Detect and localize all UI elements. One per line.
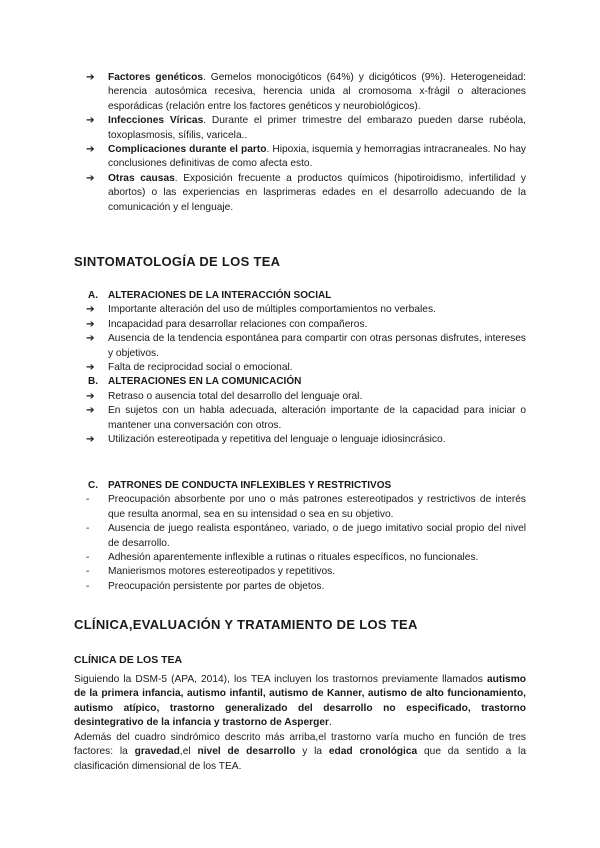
- dash-icon: -: [86, 552, 90, 564]
- paragraph-text: .: [328, 717, 332, 729]
- paragraph-clinica-2: [74, 731, 526, 774]
- item-text: Adhesión aparentemente inflexible a rutinas o rituales específicos, no funcionales.: [108, 552, 479, 564]
- item-text: Ausencia de la tendencia espontánea para compartir con otras personas disfrutes, intereses y objetivos.: [108, 333, 526, 359]
- item-text: Retraso o ausencia total del desarrollo del lenguaje oral.: [108, 390, 363, 402]
- paragraph-bold-text: autismo de la primera infancia, autismo infantil, autismo de Kanner, autismo de alto funcionamiento, autismo atípico, trastorno generalizado del desarrollo no especificado, trastorno desintegrativo de la infancia y trastorno de Asperger: [74, 674, 526, 729]
- list-item: [86, 172, 526, 215]
- list-item: [86, 493, 526, 522]
- item-text: En sujetos con un habla adecuada, alteración importante de la capacidad para iniciar o mantener una conversación con otros.: [108, 405, 526, 431]
- list-item: [86, 361, 526, 375]
- subsection-title-text: PATRONES DE CONDUCTA INFLEXIBLES Y RESTRICTIVOS: [108, 480, 392, 491]
- list-item: [86, 143, 526, 172]
- paragraph-text: Siguiendo la DSM-5 (APA, 2014), los TEA incluyen los trastornos previamente llamados: [74, 674, 487, 685]
- arrow-icon: ➔: [86, 115, 95, 127]
- paragraph-text: Además del cuadro sindrómico descrito más arriba,el trastorno varía mucho en función de tres factores: la: [74, 732, 526, 758]
- arrow-icon: ➔: [86, 405, 95, 417]
- item-text: Falta de reciprocidad social o emocional.: [108, 362, 293, 374]
- letter-label: B.: [88, 376, 98, 388]
- list-item: [86, 71, 526, 114]
- dash-icon: -: [86, 494, 90, 506]
- subsection-c-title: [86, 479, 526, 493]
- list-item: [86, 404, 526, 433]
- cause-text: . Durante el primer trimestre del embarazo pueden darse rubéola, toxoplasmosis, sífilis, varicela..: [108, 115, 526, 141]
- arrow-icon: ➔: [86, 72, 95, 83]
- item-text: Ausencia de juego realista espontáneo, variado, o de juego imitativo social propio del nivel de desarrollo.: [108, 523, 526, 549]
- cause-text: . Exposición frecuente a productos químicos (hipotiroidismo, infertilidad y abortos) o las experiencias en lasprimeras edades en el desarrollo adecuando de la comunicación y el lenguaje.: [108, 172, 526, 213]
- cause-title: Infecciones Víricas: [108, 115, 204, 127]
- letter-label: A.: [88, 290, 98, 301]
- arrow-icon: ➔: [86, 390, 95, 402]
- letter-label: C.: [88, 480, 98, 491]
- list-item: [86, 114, 526, 143]
- list-item: [86, 580, 526, 594]
- list-item: [86, 433, 526, 447]
- causes-list: [86, 71, 526, 215]
- paragraph-bold-text: nivel de desarrollo: [197, 746, 296, 758]
- paragraph-bold-text: edad cronológica: [328, 746, 418, 758]
- cause-title: Factores genéticos: [108, 72, 203, 83]
- dash-icon: -: [86, 580, 90, 592]
- paragraph-text: y la: [295, 746, 329, 758]
- arrow-icon: ➔: [86, 318, 95, 330]
- list-item: [86, 565, 526, 579]
- paragraph-text: ,el: [179, 746, 198, 758]
- subsection-a-title: [86, 289, 526, 303]
- arrow-icon: ➔: [86, 362, 95, 374]
- cause-title: Complicaciones durante el parto: [108, 144, 267, 156]
- cause-text: . Hipoxia, isquemia y hemorragias intracraneales. No hay conclusiones definitivas de como afecta esto.: [108, 144, 526, 170]
- arrow-icon: ➔: [86, 144, 95, 156]
- arrow-icon: ➔: [86, 304, 95, 316]
- paragraph-clinica-1: [74, 673, 526, 731]
- arrow-icon: ➔: [86, 333, 95, 345]
- subsection-title-clinica: CLÍNICA DE LOS TEA: [74, 654, 183, 666]
- subsection-title-text: ALTERACIONES DE LA INTERACCIÓN SOCIAL: [108, 290, 332, 301]
- subsection-b-title: [86, 375, 526, 389]
- list-item: [86, 551, 526, 565]
- list-item: [86, 332, 526, 361]
- item-text: Preocupación absorbente por uno o más patrones estereotipados y restrictivos de interés que resulta anormal, sea en su intensidad o sea en su objetivo.: [108, 494, 526, 520]
- item-text: Importante alteración del uso de múltiples comportamientos no verbales.: [108, 304, 436, 316]
- cause-title: Otras causas: [108, 172, 175, 184]
- arrow-icon: ➔: [86, 434, 95, 446]
- paragraph-text: que da sentido a la clasificación dimensional de los TEA.: [74, 746, 526, 772]
- arrow-icon: ➔: [86, 172, 95, 184]
- list-item: [86, 318, 526, 332]
- item-text: Utilización estereotipada y repetitiva del lenguaje o lenguaje idiosincrásico.: [108, 434, 446, 446]
- item-text: Manierismos motores estereotipados y repetitivos.: [108, 566, 336, 578]
- list-item: [86, 390, 526, 404]
- list-item: [86, 522, 526, 551]
- dash-icon: -: [86, 523, 90, 535]
- section-title-clinica: CLÍNICA,EVALUACIÓN Y TRATAMIENTO DE LOS TEA: [74, 617, 418, 632]
- item-text: Incapacidad para desarrollar relaciones con compañeros.: [108, 318, 368, 330]
- list-item: [86, 303, 526, 317]
- paragraph-bold-text: gravedad: [134, 746, 180, 758]
- section-title-sintomatologia: SINTOMATOLOGÍA DE LOS TEA: [74, 254, 281, 269]
- cause-text: . Gemelos monocigóticos (64%) y dicigóticos (9%). Heterogeneidad: herencia autosómica recesiva, herencia unida al cromosoma x-frágil o alteraciones esporádicas (relación entre los factores genéticos y neurobiológicos).: [108, 72, 526, 112]
- item-text: Preocupación persistente por partes de objetos.: [108, 580, 325, 592]
- dash-icon: -: [86, 566, 90, 578]
- symptoms-block-c: [86, 479, 526, 594]
- subsection-title-text: ALTERACIONES EN LA COMUNICACIÓN: [108, 376, 302, 388]
- symptoms-block-ab: [86, 289, 526, 447]
